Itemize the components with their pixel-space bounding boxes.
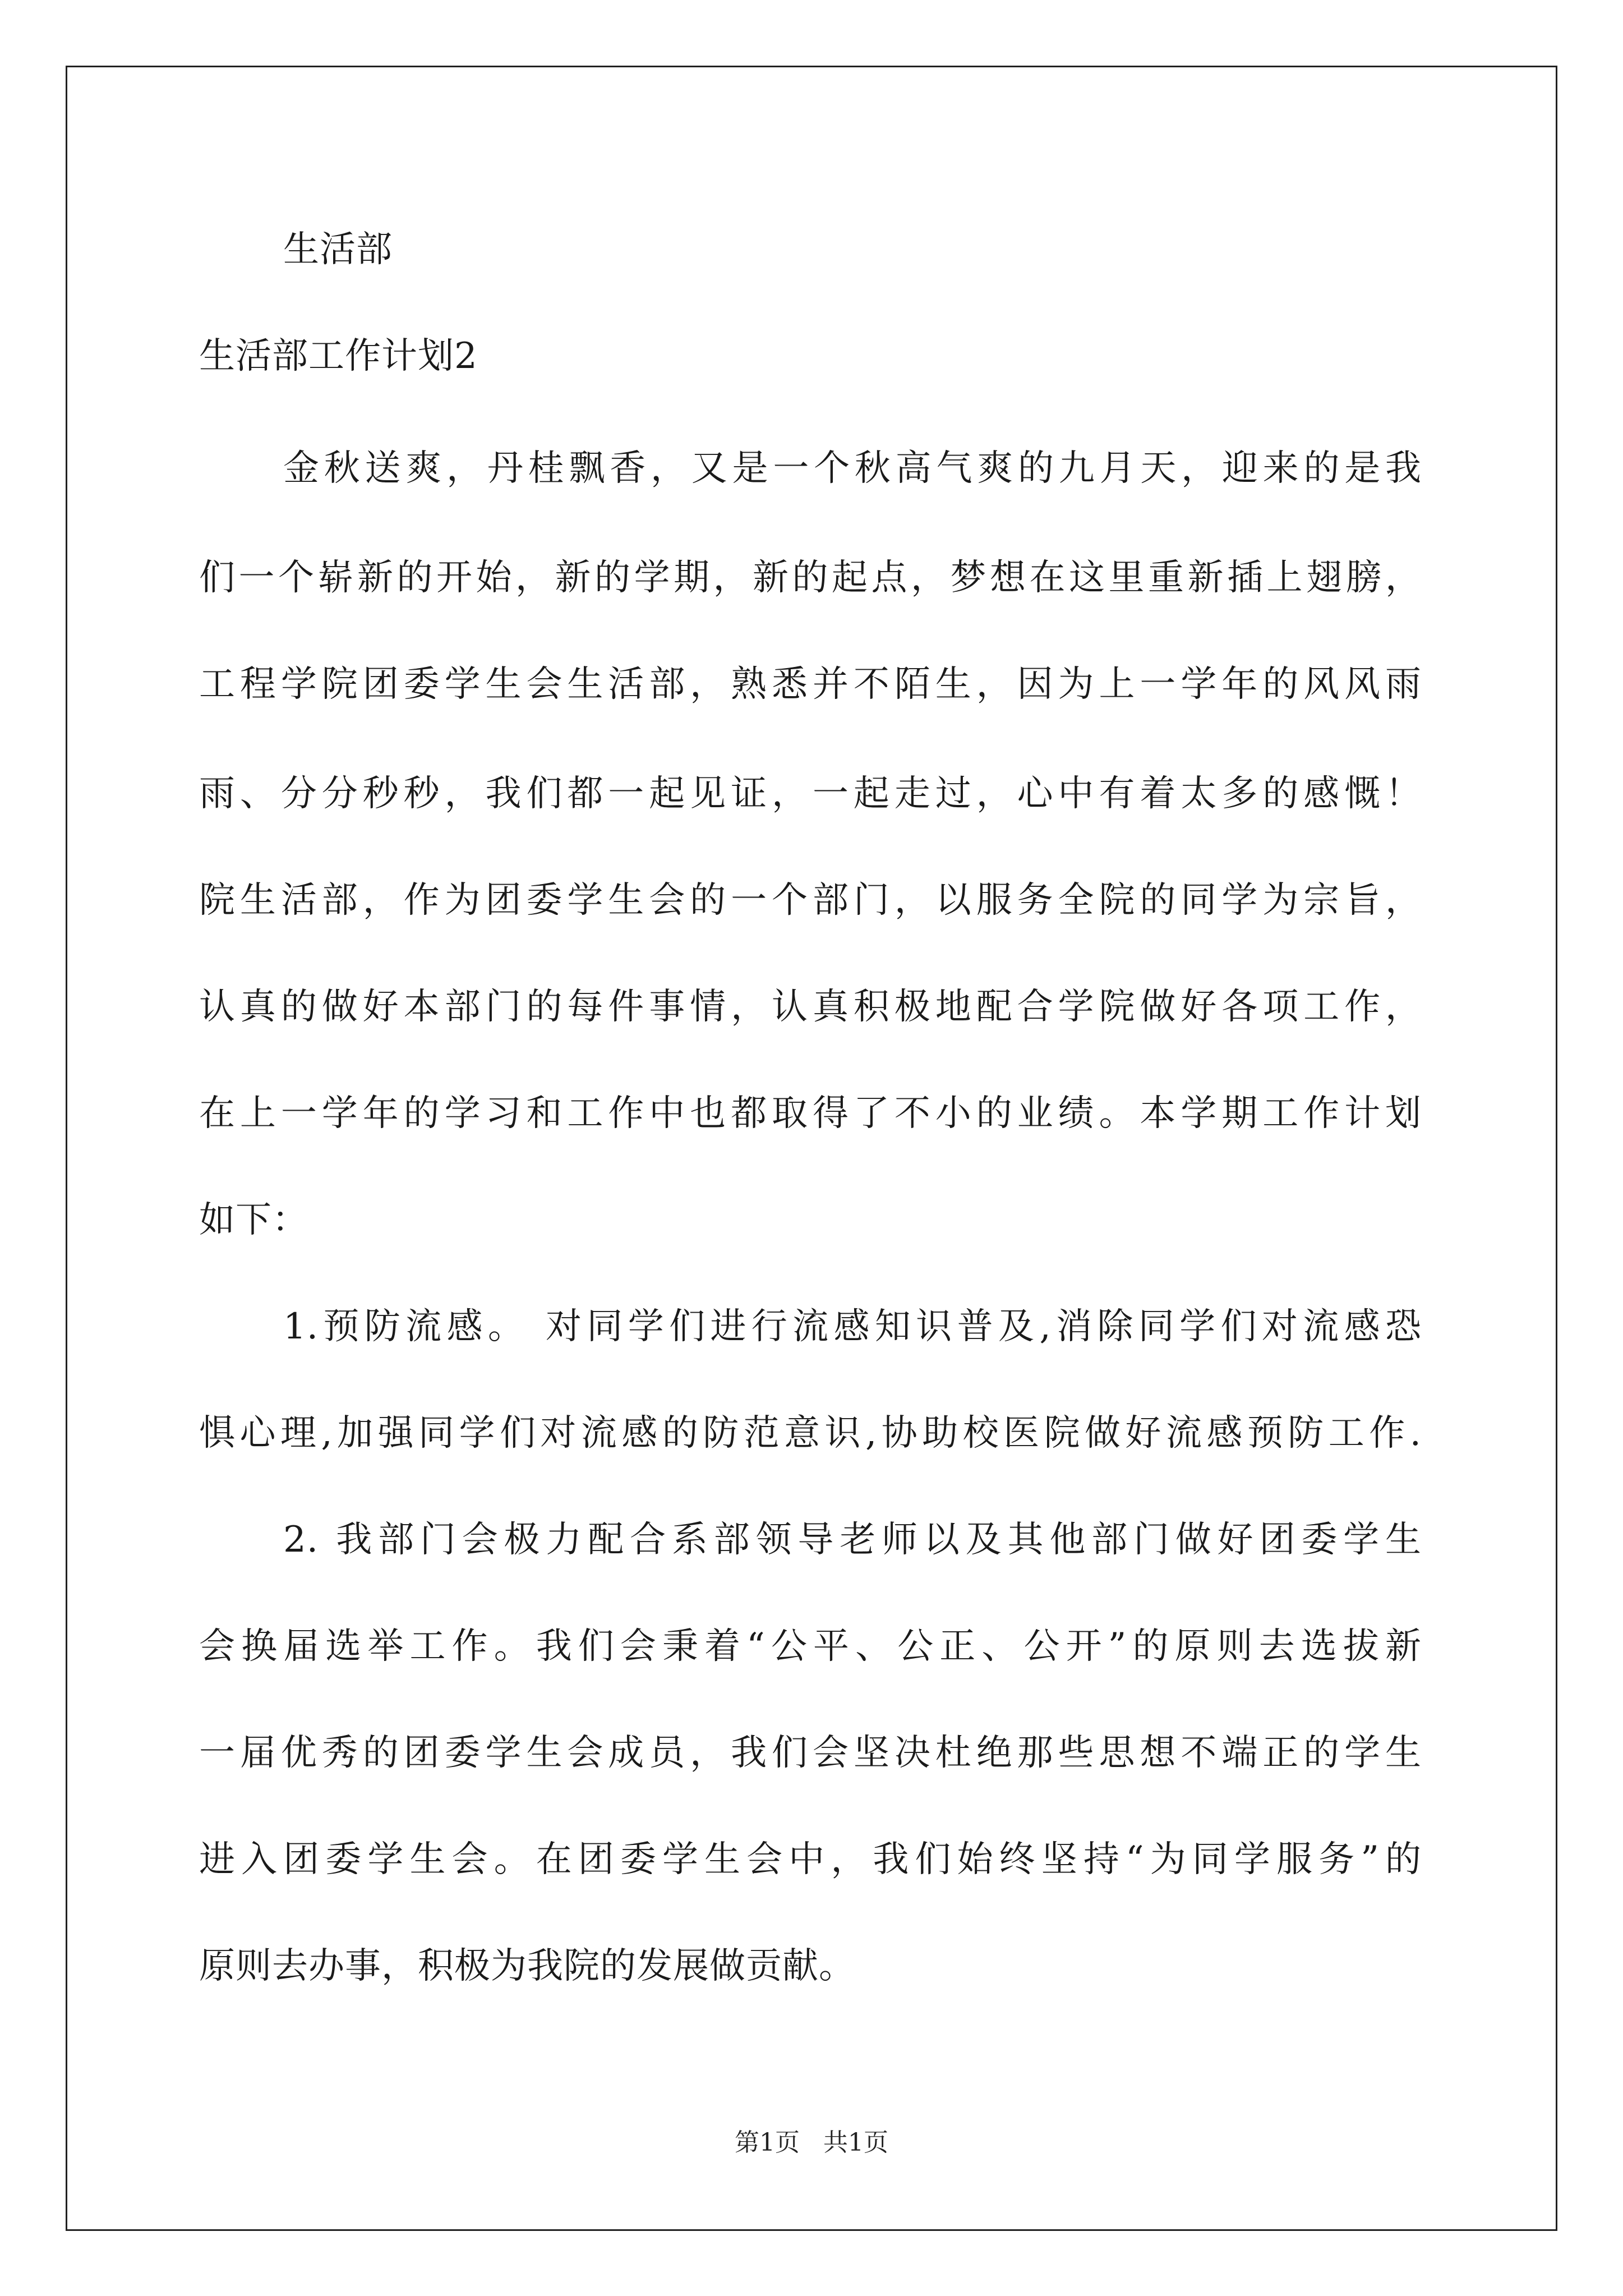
paragraph-line: 们一个崭新的开始，新的学期，新的起点，梦想在这里重新插上翅膀， — [199, 557, 1422, 599]
list-item-line: 2. 我部门会极力配合系部领导老师以及其他部门做好团委学生 — [283, 1519, 1422, 1561]
list-item-line: 一届优秀的团委学生会成员，我们会坚决杜绝那些思想不端正的学生 — [199, 1732, 1422, 1774]
paragraph-line: 认真的做好本部门的每件事情，认真积极地配合学院做好各项工作， — [199, 986, 1422, 1028]
page-footer: 第1页 共1页 — [735, 2128, 888, 2157]
list-item-line: 1.预防流感。 对同学们进行流感知识普及,消除同学们对流感恐 — [283, 1306, 1422, 1347]
list-item-line: 进入团委学生会。在团委学生会中，我们始终坚持“为同学服务”的 — [199, 1839, 1422, 1880]
list-item-line: 会换届选举工作。我们会秉着“公平、公正、公开”的原则去选拔新 — [199, 1626, 1422, 1667]
list-item-line: 惧心理,加强同学们对流感的防范意识,协助校医院做好流感预防工作. — [199, 1412, 1422, 1454]
document-title: 生活部工作计划2 — [199, 335, 478, 377]
paragraph-line: 金秋送爽，丹桂飘香，又是一个秋高气爽的九月天，迎来的是我 — [283, 448, 1422, 489]
section-header: 生活部 — [283, 229, 393, 270]
paragraph-line: 在上一学年的学习和工作中也都取得了不小的业绩。本学期工作计划 — [199, 1093, 1422, 1134]
paragraph-line: 如下： — [199, 1199, 308, 1241]
list-item-line: 原则去办事，积极为我院的发展做贡献。 — [199, 1945, 855, 1987]
paragraph-line: 工程学院团委学生会生活部，熟悉并不陌生，因为上一学年的风风雨 — [199, 664, 1422, 705]
page-border — [66, 66, 1557, 2231]
paragraph-line: 雨、分分秒秒，我们都一起见证，一起走过，心中有着太多的感慨！ — [199, 773, 1422, 815]
paragraph-line: 院生活部，作为团委学生会的一个部门，以服务全院的同学为宗旨， — [199, 880, 1422, 921]
